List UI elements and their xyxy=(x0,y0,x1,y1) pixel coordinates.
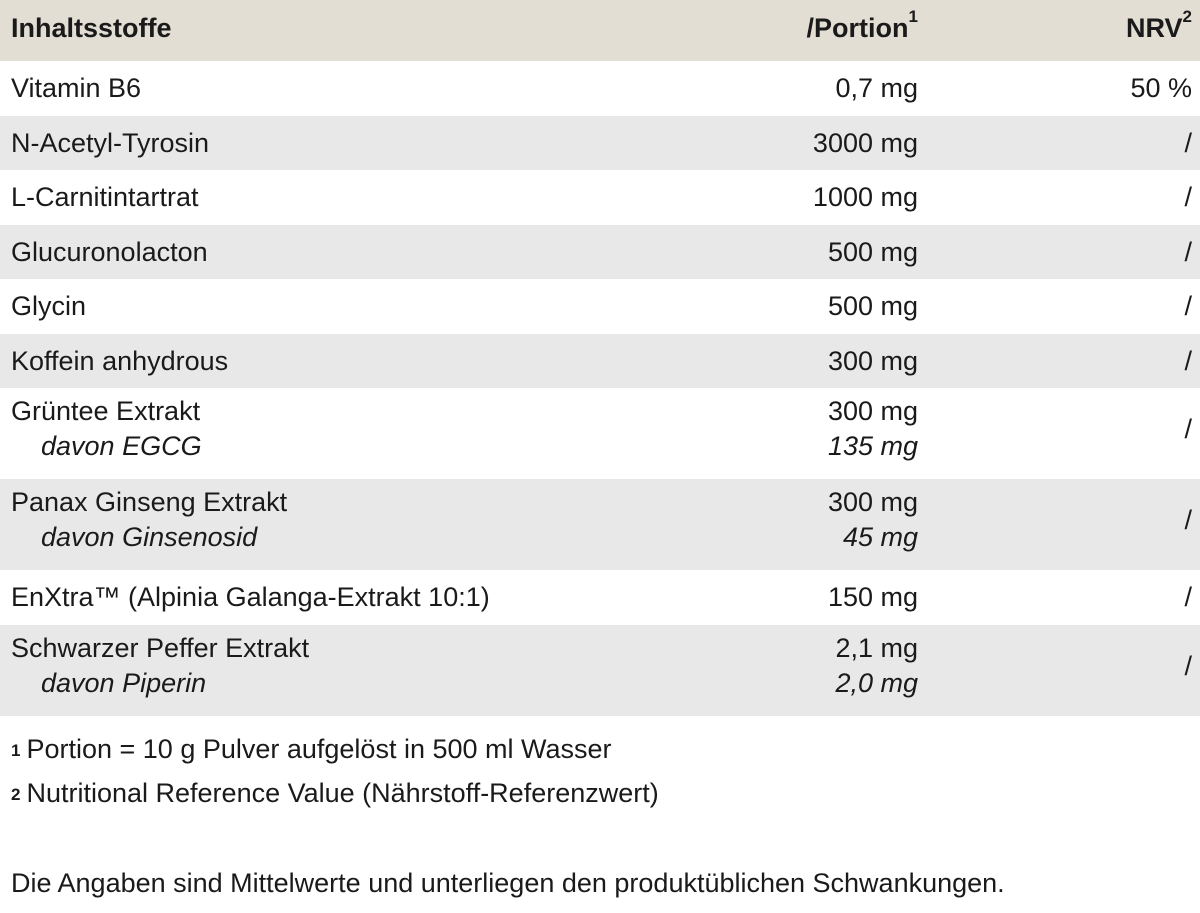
ingredient-nrv: 50 % xyxy=(1130,73,1192,103)
header-portion-footnote-marker: 1 xyxy=(908,7,918,26)
ingredient-nrv: / xyxy=(1184,182,1192,212)
table-row xyxy=(0,116,1200,171)
footnote xyxy=(11,727,659,771)
table-row xyxy=(0,334,1200,389)
ingredient-name: Koffein anhydrous xyxy=(11,345,229,376)
ingredient-portion: 3000 mg xyxy=(812,127,918,158)
header-nrv xyxy=(1126,7,1192,46)
ingredient-name: Glycin xyxy=(11,291,87,321)
ingredient-nrv: / xyxy=(1184,236,1192,267)
ingredient-nrv: / xyxy=(1184,345,1192,376)
ingredient-subname: davon EGCG xyxy=(41,431,202,461)
disclaimer: Die Angaben sind Mittelwerte und unterliegen den produktüblichen Schwankungen. xyxy=(11,868,1005,898)
ingredient-nrv: / xyxy=(1184,291,1192,321)
header-nrv-footnote-marker: 2 xyxy=(1182,7,1192,26)
ingredient-nrv: / xyxy=(1184,505,1192,535)
ingredient-nrv: / xyxy=(1184,582,1192,612)
ingredient-portion: 500 mg xyxy=(827,236,918,267)
ingredient-nrv: / xyxy=(1184,127,1192,158)
ingredient-portion: 0,7 mg xyxy=(835,73,918,103)
ingredient-portion: 300 mg xyxy=(827,396,918,426)
ingredient-name: Vitamin B6 xyxy=(11,73,142,103)
table-row xyxy=(0,170,1200,225)
footnote-text: Nutritional Reference Value (Nährstoff-Referenzwert) xyxy=(26,778,659,808)
ingredient-name: Grüntee Extrakt xyxy=(11,396,201,426)
table-row xyxy=(0,625,1200,716)
table-row xyxy=(0,388,1200,479)
ingredient-name: L-Carnitintartrat xyxy=(11,182,199,212)
table-row xyxy=(0,61,1200,116)
ingredient-subportion: 2,0 mg xyxy=(835,667,918,698)
ingredient-portion: 500 mg xyxy=(827,291,918,321)
ingredient-portion: 1000 mg xyxy=(812,182,918,212)
header-nrv-label: NRV xyxy=(1126,13,1183,43)
ingredient-name: EnXtra™ (Alpinia Galanga-Extrakt 10:1) xyxy=(11,582,490,612)
ingredient-portion: 300 mg xyxy=(827,345,918,376)
ingredient-portion: 300 mg xyxy=(827,487,918,517)
table-row xyxy=(0,279,1200,334)
header-portion-label: /Portion xyxy=(806,13,909,43)
header-portion xyxy=(806,7,918,46)
ingredient-name: Schwarzer Peffer Extrakt xyxy=(11,632,310,663)
ingredient-portion: 2,1 mg xyxy=(835,632,918,663)
ingredient-nrv: / xyxy=(1184,650,1192,681)
footnote-marker: 2 xyxy=(11,785,21,804)
footnote xyxy=(11,771,659,815)
table-header xyxy=(0,0,1200,61)
table-row xyxy=(0,225,1200,280)
ingredient-name: N-Acetyl-Tyrosin xyxy=(11,127,210,158)
ingredient-nrv: / xyxy=(1184,414,1192,444)
ingredient-name: Panax Ginseng Extrakt xyxy=(11,487,288,517)
footnote-text: Portion = 10 g Pulver aufgelöst in 500 ml Wasser xyxy=(26,734,612,764)
header-ingredients: Inhaltsstoffe xyxy=(11,13,172,43)
footnotes xyxy=(11,727,659,815)
ingredient-subportion: 135 mg xyxy=(827,431,918,461)
ingredient-subname: davon Ginsenosid xyxy=(41,522,258,552)
ingredient-name: Glucuronolacton xyxy=(11,236,208,267)
ingredient-subportion: 45 mg xyxy=(842,522,918,552)
table-row xyxy=(0,570,1200,625)
table-row xyxy=(0,479,1200,570)
ingredient-subname: davon Piperin xyxy=(41,667,207,698)
footnote-marker: 1 xyxy=(11,741,21,760)
ingredient-portion: 150 mg xyxy=(827,582,918,612)
